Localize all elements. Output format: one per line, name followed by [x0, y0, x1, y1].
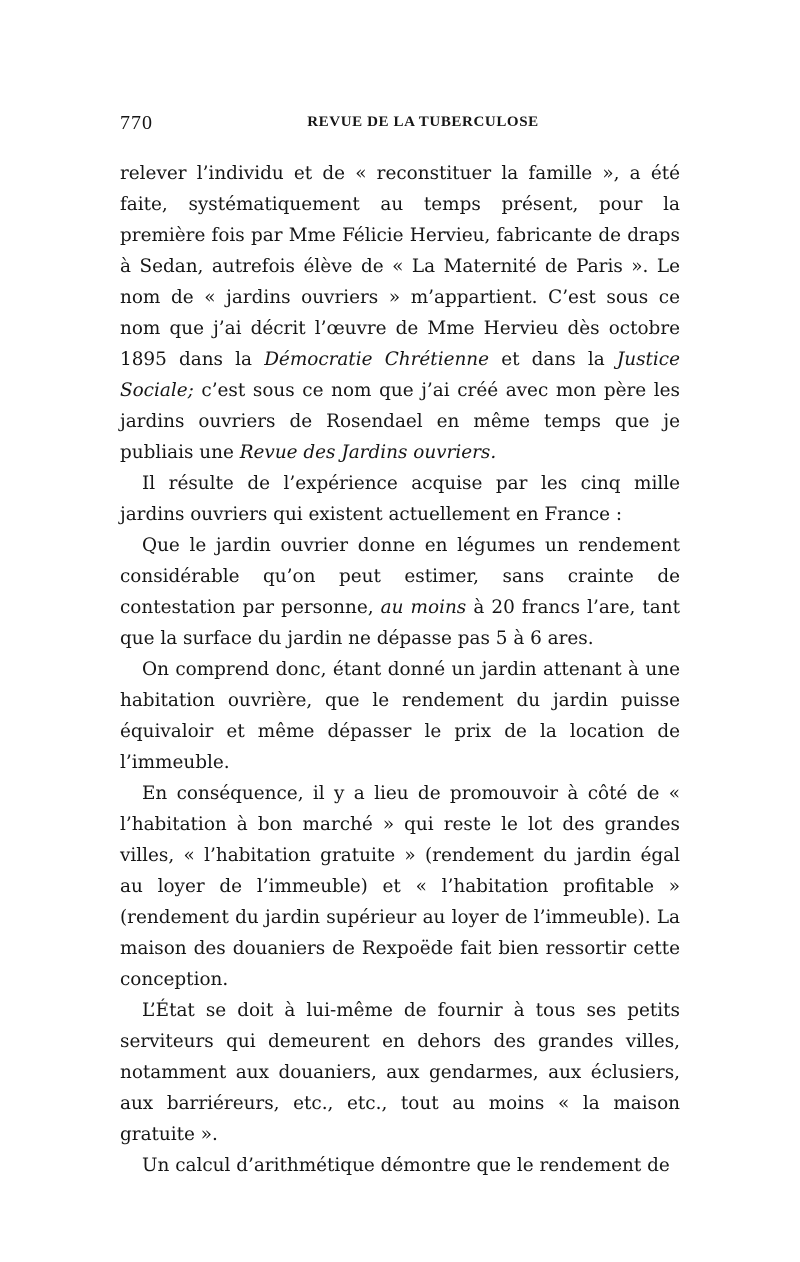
paragraph-3-text-b: à 20 francs l’are, tant que la surface du jardin ne dépasse pas 5 à 6 ares. [120, 597, 680, 649]
italic-justice-sociale: Justice Sociale; [120, 349, 680, 401]
paragraph-1-text-b: et dans la [489, 349, 617, 370]
journal-title: REVUE DE LA TUBERCULOSE [307, 114, 539, 130]
italic-revue-des-jardins: Revue des Jardins ouvriers. [239, 442, 497, 463]
body-text [120, 158, 680, 1181]
paragraph-5: En conséquence, il y a lieu de promouvoir à côté de « l’habitation à bon marché » qui reste le lot des grandes villes, « l’habitation gratuite » (rendement du jardin égal au loyer de l’immeuble) et « l’habitation profitable » (rendement du jardin supérieur au loyer de l’immeuble). La maison des douaniers de Rexpoëde fait bien ressortir cette conception. [120, 783, 680, 990]
paragraph-3 [120, 530, 680, 654]
page-number: 770 [120, 112, 153, 134]
running-head [120, 112, 680, 142]
page [120, 112, 680, 1181]
paragraph-7: Un calcul d’arithmétique démontre que le rendement de [142, 1155, 670, 1176]
paragraph-4: On comprend donc, étant donné un jardin attenant à une habitation ouvrière, que le rendement du jardin puisse équivaloir et même dépasser le prix de la location de l’immeuble. [120, 659, 680, 773]
paragraph-1 [120, 158, 680, 468]
paragraph-1-text-c: c’est sous ce nom que j’ai créé avec mon père les jardins ouvriers de Rosendael en même temps que je publiais une [120, 380, 680, 463]
paragraph-3-text-a: Que le jardin ouvrier donne en légumes un rendement considérable qu’on peut estimer, sans crainte de contestation par personne, [120, 535, 680, 618]
paragraph-2: Il résulte de l’expérience acquise par les cinq mille jardins ouvriers qui existent actuellement en France : [120, 473, 680, 525]
paragraph-1-text-a: relever l’individu et de « reconstituer la famille », a été faite, systématiquement au temps présent, pour la première fois par Mme Félicie Hervieu, fabricante de draps à Sedan, autrefois élève de « La Maternité de Paris ». Le nom de « jardins ouvriers » m’appartient. C’est sous ce nom que j’ai décrit l’œuvre de Mme Hervieu dès octobre 1895 dans la [120, 163, 680, 370]
paragraph-6: L’État se doit à lui-même de fournir à tous ses petits serviteurs qui demeurent en dehors des grandes villes, notamment aux douaniers, aux gendarmes, aux éclusiers, aux barriéreurs, etc., etc., tout au moins « la maison gratuite ». [120, 1000, 680, 1145]
italic-democratie-chretienne: Démocratie Chrétienne [264, 349, 490, 370]
italic-au-moins: au moins [380, 597, 467, 618]
